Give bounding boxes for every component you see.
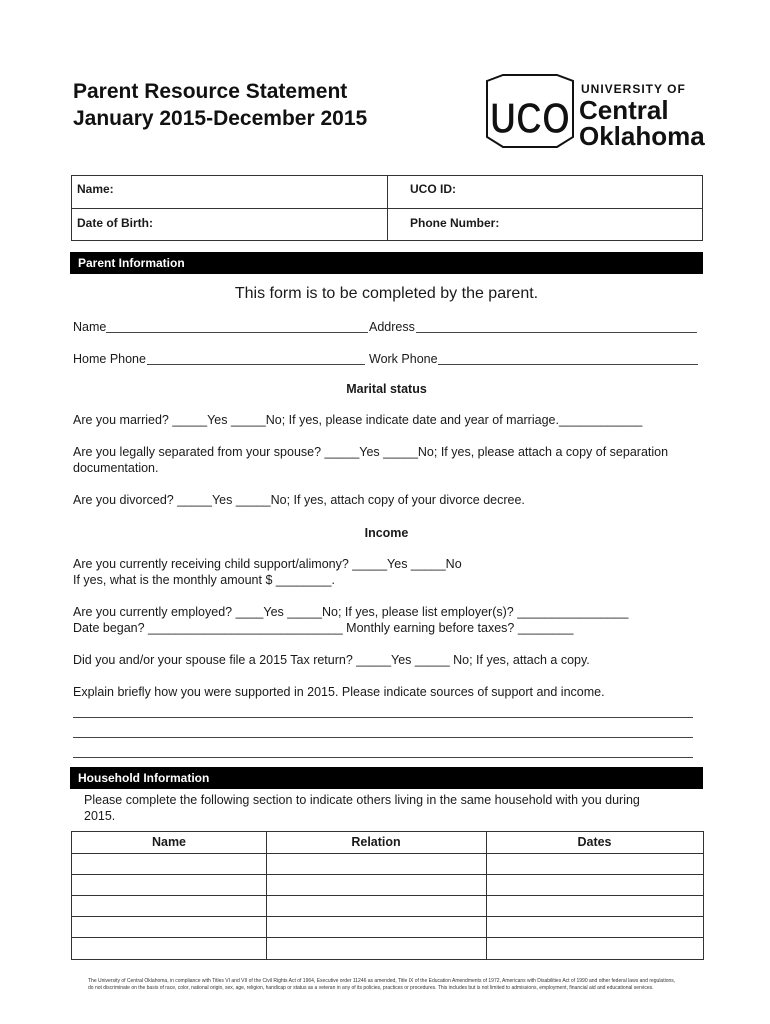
- date-of-birth-field-label: Date of Birth:: [77, 216, 153, 230]
- work-phone-line[interactable]: [438, 364, 698, 365]
- parent-information-header: Parent Information: [70, 252, 703, 274]
- monthly-amount-question: If yes, what is the monthly amount $ ________.: [73, 573, 335, 587]
- parent-address-line[interactable]: [416, 332, 697, 333]
- married-question: Are you married? _____Yes _____No; If yes, please indicate date and year of marriage.____________: [73, 413, 643, 427]
- phone-number-field-label: Phone Number:: [410, 216, 500, 230]
- footer-line-2: do not discriminate on the basis of race, color, national origin, sex, age, religion, handicap or status as a veteran in any of its policies, practices or procedures. This includes but is not limited to admissions, employment, financial aid and educational services.: [88, 985, 654, 991]
- uco-logo: [481, 71, 721, 151]
- household-instructions-line-1: Please complete the following section to indicate others living in the same household with you during: [84, 793, 640, 807]
- employed-question: Are you currently employed? ____Yes _____No; If yes, please list employer(s)? ________________: [73, 605, 629, 619]
- household-table: [71, 831, 704, 960]
- form-instructions: This form is to be completed by the parent.: [234, 285, 539, 302]
- home-phone-line[interactable]: [147, 364, 365, 365]
- divorced-question: Are you divorced? _____Yes _____No; If yes, attach copy of your divorce decree.: [73, 493, 525, 507]
- column-header-name: Name: [151, 835, 187, 849]
- id-table-divider-horizontal: [72, 208, 702, 209]
- explanation-line[interactable]: [73, 717, 693, 718]
- tax-return-question: Did you and/or your spouse file a 2015 Tax return? _____Yes _____ No; If yes, attach a copy.: [73, 653, 590, 667]
- uco-monogram-text: UCO: [490, 94, 570, 143]
- household-information-header: Household Information: [70, 767, 703, 789]
- table-row[interactable]: [72, 937, 703, 938]
- page-title: [73, 78, 367, 132]
- student-id-table: [71, 175, 703, 241]
- nondiscrimination-footer: [88, 978, 688, 992]
- explanation-line[interactable]: [73, 757, 693, 758]
- column-header-relation: Relation: [351, 835, 401, 849]
- parent-name-label: Name: [73, 320, 107, 334]
- logo-university-of: UNIVERSITY OF: [581, 82, 686, 96]
- title-line-1: Parent Resource Statement: [73, 80, 348, 103]
- date-began-question: Date began? ____________________________ Monthly earning before taxes? ________: [73, 621, 574, 635]
- separated-question-line-1: Are you legally separated from your spouse? _____Yes _____No; If yes, please attach a copy of separation: [73, 445, 669, 459]
- table-row[interactable]: [72, 916, 703, 917]
- work-phone-label: Work Phone: [369, 352, 438, 366]
- logo-oklahoma: Oklahoma: [579, 121, 705, 151]
- parent-address-label: Address: [369, 320, 415, 334]
- marital-status-heading: Marital status: [346, 382, 427, 396]
- table-row[interactable]: [72, 853, 703, 854]
- name-field-label: Name:: [77, 182, 114, 196]
- title-line-2: January 2015-December 2015: [73, 107, 368, 130]
- income-heading: Income: [364, 526, 409, 540]
- table-row[interactable]: [72, 874, 703, 875]
- home-phone-label: Home Phone: [73, 352, 146, 366]
- parent-name-line[interactable]: [106, 332, 368, 333]
- separated-question-line-2: documentation.: [73, 461, 159, 475]
- household-instructions-line-2: 2015.: [84, 809, 116, 823]
- column-header-dates: Dates: [577, 835, 612, 849]
- uco-id-field-label: UCO ID:: [410, 182, 456, 196]
- child-support-question: Are you currently receiving child support/alimony? _____Yes _____No: [73, 557, 462, 571]
- explain-support-question: Explain briefly how you were supported in 2015. Please indicate sources of support and income.: [73, 685, 605, 699]
- explanation-line[interactable]: [73, 737, 693, 738]
- footer-line-1: The University of Central Oklahoma, in compliance with Titles VI and VII of the Civil Rights Act of 1964, Executive order 11246 as amended, Title IX of the Education Amendments of 1972, Americans with Disabilities Act of 1990 and other federal laws and regulations,: [88, 978, 676, 984]
- logo-central: Central: [579, 95, 669, 125]
- table-row[interactable]: [72, 895, 703, 896]
